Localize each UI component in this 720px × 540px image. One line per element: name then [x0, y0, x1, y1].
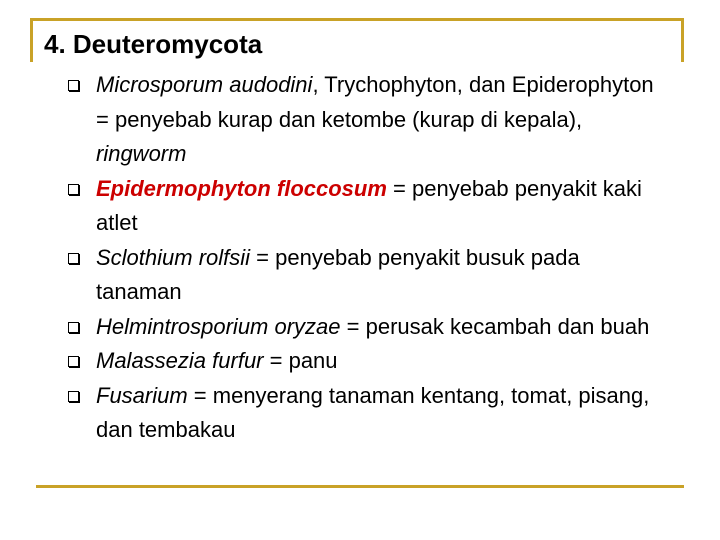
list-item: [68, 379, 668, 448]
item-description: = menyerang tanaman kentang, tomat, pisang, dan tembakau: [96, 382, 650, 442]
species-name: Microsporum audodini: [96, 72, 313, 97]
right-border: [681, 18, 684, 62]
species-name: Malassezia furfur: [96, 348, 264, 373]
list-item: [68, 241, 668, 310]
highlighted-species-name: Epidermophyton floccosum: [96, 175, 387, 201]
left-border: [30, 18, 33, 62]
bullet-list: [68, 68, 668, 448]
top-border: [30, 18, 684, 21]
species-name: Fusarium: [96, 382, 188, 408]
list-item: [68, 344, 668, 379]
item-description: , Trychophyton, dan Epiderophyton = penyebab kurap dan ketombe (kurap di kepala),: [96, 72, 654, 132]
slide-title: 4. Deuteromycota: [44, 29, 263, 59]
hollow-square-bullet-icon: [68, 356, 79, 367]
species-name: Helmintrosporium oryzae: [96, 313, 341, 339]
bottom-border: [36, 485, 684, 488]
list-item: [68, 172, 668, 241]
list-item: [68, 310, 668, 345]
hollow-square-bullet-icon: [68, 184, 79, 195]
item-description: = penyebab penyakit kaki atlet: [96, 175, 642, 235]
hollow-square-bullet-icon: [68, 253, 79, 264]
item-description: = penyebab penyakit busuk pada tanaman: [96, 244, 580, 304]
species-name: ringworm: [96, 141, 187, 166]
hollow-square-bullet-icon: [68, 322, 79, 333]
list-item: [68, 68, 668, 172]
item-description: = panu: [263, 348, 338, 373]
hollow-square-bullet-icon: [68, 80, 79, 91]
item-description: = perusak kecambah dan buah: [340, 313, 650, 339]
hollow-square-bullet-icon: [68, 391, 79, 402]
species-name: Sclothium rolfsii: [96, 244, 251, 270]
